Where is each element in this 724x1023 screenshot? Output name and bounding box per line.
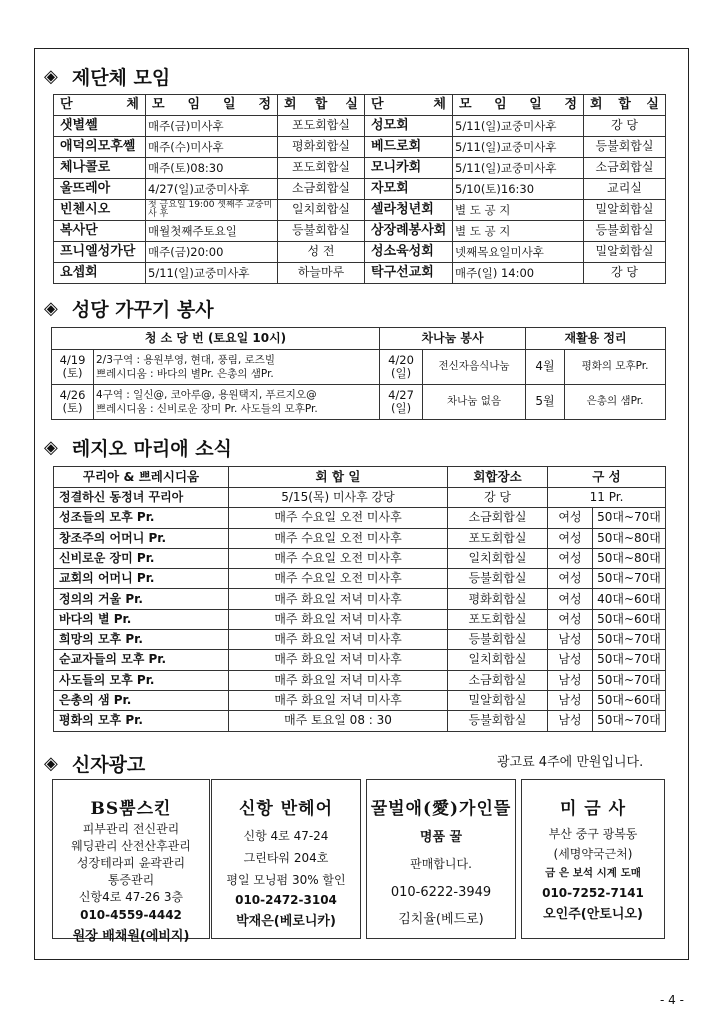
meeting-place: 소금회합실 [448, 508, 548, 528]
member-age: 50대~80대 [593, 548, 666, 568]
praesidium-name: 성조들의 모후 Pr. [54, 508, 229, 528]
group-name: 성소육성회 [365, 242, 453, 263]
meeting-place: 소금회합실 [448, 670, 548, 690]
member-gender: 남성 [548, 650, 593, 670]
meeting-schedule: 5/10(토)16:30 [453, 179, 584, 200]
meeting-place: 포도회합실 [448, 528, 548, 548]
meeting-schedule: 매주(금)미사후 [146, 116, 278, 137]
meeting-day: 매주 화요일 저녁 미사후 [229, 609, 448, 629]
meeting-room: 성 전 [278, 242, 365, 263]
group-name: 복사단 [54, 221, 146, 242]
meeting-schedule: 매주(일) 14:00 [453, 263, 584, 284]
ad-line: 그린타워 204호 [243, 851, 329, 865]
meeting-room: 강 당 [584, 116, 666, 137]
ad-owner: 원장 배채원(에비지) [72, 929, 190, 944]
ad-line: 명품 꿀 [419, 830, 463, 845]
groups-header: 회 합 실 [278, 95, 365, 116]
clean-groups: 4구역 : 일신@, 코아루@, 용원택지, 푸르지오@ 쁘레시디움 : 신비로운 장미 Pr. 사도들의 모후Pr. [94, 385, 380, 420]
ad-phone: 010-4559-4442 [80, 908, 182, 922]
section-title-groups: ◈ 제단체 모임 [44, 66, 171, 89]
table-row [54, 711, 666, 731]
table-row [54, 609, 666, 629]
diamond-icon: ◈ [44, 66, 58, 87]
ad-line: 금 은 보석 시계 도매 [545, 867, 641, 879]
meeting-room: 등불회합실 [584, 137, 666, 158]
praesidium-name: 정의의 거울 Pr. [54, 589, 229, 609]
ad-box [52, 779, 210, 944]
meeting-schedule: 5/11(일)교중미사후 [453, 158, 584, 179]
ad-line: 판매합니다. [410, 857, 472, 871]
meeting-room: 등불회합실 [584, 221, 666, 242]
member-gender: 남성 [548, 630, 593, 650]
praesidium-name: 창조주의 어머니 Pr. [54, 528, 229, 548]
member-gender: 여성 [548, 548, 593, 568]
ad-box [366, 779, 516, 939]
recycle-header: 재활용 정리 [526, 328, 666, 350]
ad-line: 피부관리 전신관리 [82, 822, 180, 836]
group-name: 체나콜로 [54, 158, 146, 179]
service-table [51, 327, 666, 420]
recycle-group: 은총의 샘Pr. [565, 385, 666, 420]
member-age: 50대~60대 [593, 690, 666, 710]
ad-title: 꿀벌애(愛)가인뜰 [370, 799, 512, 819]
tea-date: 4/27 (일) [380, 385, 423, 420]
table-row [54, 548, 666, 568]
member-age: 50대~70대 [593, 630, 666, 650]
group-name: 베드로회 [365, 137, 453, 158]
praesidium-name: 교회의 어머니 Pr. [54, 569, 229, 589]
meeting-place: 등불회합실 [448, 630, 548, 650]
ad-line: 웨딩관리 산전산후관리 [71, 839, 191, 853]
groups-header: 모 임 일 정 [146, 95, 278, 116]
ad-line: 신항 4로 47-24 [243, 829, 329, 843]
meeting-schedule: 매주(금)20:00 [146, 242, 278, 263]
table-row [54, 528, 666, 548]
ad-owner: 오인주(안토니오) [543, 906, 643, 922]
meeting-room: 일치회합실 [278, 200, 365, 221]
ad-phone: 010-6222-3949 [390, 885, 492, 900]
meeting-day: 매주 화요일 저녁 미사후 [229, 650, 448, 670]
meeting-day: 매주 수요일 오전 미사후 [229, 569, 448, 589]
member-gender: 여성 [548, 589, 593, 609]
table-row [54, 116, 666, 137]
group-name: 애덕의모후쎌 [54, 137, 146, 158]
clean-date: 4/19 (토) [52, 350, 94, 385]
ad-fee-note: 광고료 4주에 만원입니다. [497, 755, 644, 770]
groups-header: 단 체 [54, 95, 146, 116]
meeting-day: 매주 화요일 저녁 미사후 [229, 589, 448, 609]
meeting-day: 매주 수요일 오전 미사후 [229, 508, 448, 528]
table-row [54, 242, 666, 263]
ad-owner: 박재은(베로니카) [236, 914, 336, 929]
group-name: 성모회 [365, 116, 453, 137]
recycle-month: 5월 [526, 385, 565, 420]
meeting-room: 소금회합실 [584, 158, 666, 179]
member-age: 50대~70대 [593, 670, 666, 690]
meeting-schedule: 별 도 공 지 [453, 221, 584, 242]
member-gender: 여성 [548, 609, 593, 629]
clean-groups: 2/3구역 : 용원부영, 현대, 풍림, 로즈빌 쁘레시디움 : 바다의 별Pr. 은총의 샘Pr. [94, 350, 380, 385]
ad-line: (세명약국근처) [553, 846, 633, 861]
group-name: 셀라청년회 [365, 200, 453, 221]
member-gender: 남성 [548, 711, 593, 731]
group-name: 울뜨레아 [54, 179, 146, 200]
meeting-place: 평화회합실 [448, 589, 548, 609]
group-name: 탁구선교회 [365, 263, 453, 284]
table-row [54, 630, 666, 650]
tea-header: 차나눔 봉사 [380, 328, 526, 350]
member-age: 50대~60대 [593, 609, 666, 629]
ad-line: 부산 중구 광복동 [548, 827, 638, 841]
ad-phone: 010-2472-3104 [235, 893, 337, 907]
section-title-service: ◈ 성당 가꾸기 봉사 [44, 298, 214, 321]
member-gender: 여성 [548, 528, 593, 548]
meeting-schedule: 매월첫째주토요일 [146, 221, 278, 242]
table-row [54, 670, 666, 690]
table-row [54, 263, 666, 284]
praesidium-name: 희망의 모후 Pr. [54, 630, 229, 650]
table-row [54, 158, 666, 179]
tea-date: 4/20 (일) [380, 350, 423, 385]
meeting-place: 포도회합실 [448, 609, 548, 629]
group-name: 빈첸시오 [54, 200, 146, 221]
ad-box [521, 779, 665, 939]
table-row [54, 650, 666, 670]
praesidium-name: 바다의 별 Pr. [54, 609, 229, 629]
member-age: 50대~70대 [593, 569, 666, 589]
meeting-schedule: 첫 금요일 19:00 셋째주 교중미사 후 [146, 200, 278, 221]
ad-owner: 김치율(베드로) [398, 912, 484, 927]
table-row [54, 200, 666, 221]
meeting-room: 강 당 [584, 263, 666, 284]
group-name: 샛별쎌 [54, 116, 146, 137]
meeting-schedule: 4/27(일)교중미사후 [146, 179, 278, 200]
ad-box [211, 779, 361, 939]
meeting-schedule: 5/11(일)교중미사후 [146, 263, 278, 284]
praesidium-name: 평화의 모후 Pr. [54, 711, 229, 731]
table-row [54, 690, 666, 710]
meeting-room: 소금회합실 [278, 179, 365, 200]
member-gender: 여성 [548, 569, 593, 589]
legio-table: 꾸리아 & 쁘레시디움 회 합 일 회합장소 구 성 정결하신 동정녀 꾸리아 5/15(목) 미사후 강당 강 당 11 Pr. 성조들의 모후 Pr. 매주 수요일 오전 미사후 소금회합실 여성 50대~70대 창조주의 어머니 Pr. 매주 수요일 오전 미사후 포도회합실 여성 50대~80대 신비로운 장미 Pr. 매주 수요일 오전 미사후 일치회합실 여성 50대~80대 교회의 어머니 Pr. 매주 수요일 오전 미사후 등불회합실 여성 50대~70대 정의의 거울 Pr. 매주 화요일 저녁 미사후 평화회합실 여성 40대~60대 바다의 별 Pr. 매주 화요일 저녁 미사후 포도회합실 여성 50대~60대 희망의 모후 Pr. 매주 화요일 저녁 미사후 등불회합실 남성 50대~70대 순교자들의 모후 Pr. 매주 화요일 저녁 미사후 일치회합실 남성 50대~70대 사도들의 모후 Pr. 매주 화요일 저녁 미사후 소금회합실 남성 50대~70대 은총의 샘 Pr. 매주 화요일 저녁 미사후 밀알회합실 남성 50대~60대 평화의 모후 Pr. 매주 토요일 08 : 30 등불회합실 남성 50대~70대 [53, 466, 666, 732]
tea-service: 차나눔 없음 [423, 385, 526, 420]
group-name: 모니카회 [365, 158, 453, 179]
group-name: 상장례봉사회 [365, 221, 453, 242]
section-title-ads: ◈ 신자광고 [44, 753, 146, 776]
praesidium-name: 신비로운 장미 Pr. [54, 548, 229, 568]
meeting-place: 일치회합실 [448, 650, 548, 670]
recycle-month: 4월 [526, 350, 565, 385]
ad-phone: 010-7252-7141 [542, 885, 644, 900]
groups-header: 회 합 실 [584, 95, 666, 116]
section-title-legio: ◈ 레지오 마리애 소식 [44, 437, 232, 460]
group-name: 요셉회 [54, 263, 146, 284]
meeting-day: 매주 수요일 오전 미사후 [229, 528, 448, 548]
clean-date: 4/26 (토) [52, 385, 94, 420]
meeting-place: 일치회합실 [448, 548, 548, 568]
ad-title: BS뿜스킨 [90, 799, 172, 819]
member-gender: 남성 [548, 670, 593, 690]
table-row [52, 350, 666, 385]
meeting-schedule: 5/11(일)교중미사후 [453, 137, 584, 158]
meeting-room: 포도회합실 [278, 158, 365, 179]
ad-line: 신항4로 47-26 3층 [78, 890, 184, 904]
groups-header: 단 체 [365, 95, 453, 116]
table-row [54, 179, 666, 200]
member-gender: 남성 [548, 690, 593, 710]
meeting-place: 등불회합실 [448, 711, 548, 731]
ad-title: 신항 반헤어 [238, 799, 334, 819]
table-row [54, 589, 666, 609]
table-row [54, 221, 666, 242]
ad-line: 평일 모닝펌 30% 할인 [226, 873, 346, 887]
meeting-room: 포도회합실 [278, 116, 365, 137]
meeting-room: 밀알회합실 [584, 200, 666, 221]
groups-table [53, 94, 666, 284]
diamond-icon: ◈ [44, 753, 58, 774]
meeting-day: 매주 토요일 08 : 30 [229, 711, 448, 731]
ad-line: 통증관리 [107, 873, 155, 887]
meeting-room: 평화회합실 [278, 137, 365, 158]
page-number: - 4 - [660, 993, 684, 1007]
curia-row: 정결하신 동정녀 꾸리아 5/15(목) 미사후 강당 강 당 11 Pr. [54, 488, 666, 508]
member-age: 40대~60대 [593, 589, 666, 609]
member-age: 50대~80대 [593, 528, 666, 548]
table-row [54, 137, 666, 158]
table-row [52, 385, 666, 420]
meeting-room: 교리실 [584, 179, 666, 200]
table-row [54, 569, 666, 589]
ad-line: 성장테라피 윤곽관리 [76, 856, 186, 870]
meeting-schedule: 별 도 공 지 [453, 200, 584, 221]
cleaning-header: 청 소 당 번 (토요일 10시) [52, 328, 380, 350]
tea-service: 전신자음식나눔 [423, 350, 526, 385]
meeting-room: 밀알회합실 [584, 242, 666, 263]
member-age: 50대~70대 [593, 508, 666, 528]
diamond-icon: ◈ [44, 437, 58, 458]
meeting-room: 등불회합실 [278, 221, 365, 242]
recycle-group: 평화의 모후Pr. [565, 350, 666, 385]
member-age: 50대~70대 [593, 650, 666, 670]
group-name: 자모회 [365, 179, 453, 200]
meeting-place: 밀알회합실 [448, 690, 548, 710]
meeting-schedule: 5/11(일)교중미사후 [453, 116, 584, 137]
meeting-day: 매주 수요일 오전 미사후 [229, 548, 448, 568]
member-age: 50대~70대 [593, 711, 666, 731]
meeting-room: 하늘마루 [278, 263, 365, 284]
table-row [54, 508, 666, 528]
meeting-day: 매주 화요일 저녁 미사후 [229, 670, 448, 690]
meeting-schedule: 매주(수)미사후 [146, 137, 278, 158]
meeting-schedule: 넷째목요일미사후 [453, 242, 584, 263]
meeting-schedule: 매주(토)08:30 [146, 158, 278, 179]
meeting-day: 매주 화요일 저녁 미사후 [229, 630, 448, 650]
group-name: 프니엘성가단 [54, 242, 146, 263]
groups-header: 모 임 일 정 [453, 95, 584, 116]
praesidium-name: 사도들의 모후 Pr. [54, 670, 229, 690]
ad-title: 미 금 사 [559, 799, 627, 819]
meeting-place: 등불회합실 [448, 569, 548, 589]
praesidium-name: 은총의 샘 Pr. [54, 690, 229, 710]
member-gender: 여성 [548, 508, 593, 528]
praesidium-name: 순교자들의 모후 Pr. [54, 650, 229, 670]
meeting-day: 매주 화요일 저녁 미사후 [229, 690, 448, 710]
diamond-icon: ◈ [44, 298, 58, 319]
